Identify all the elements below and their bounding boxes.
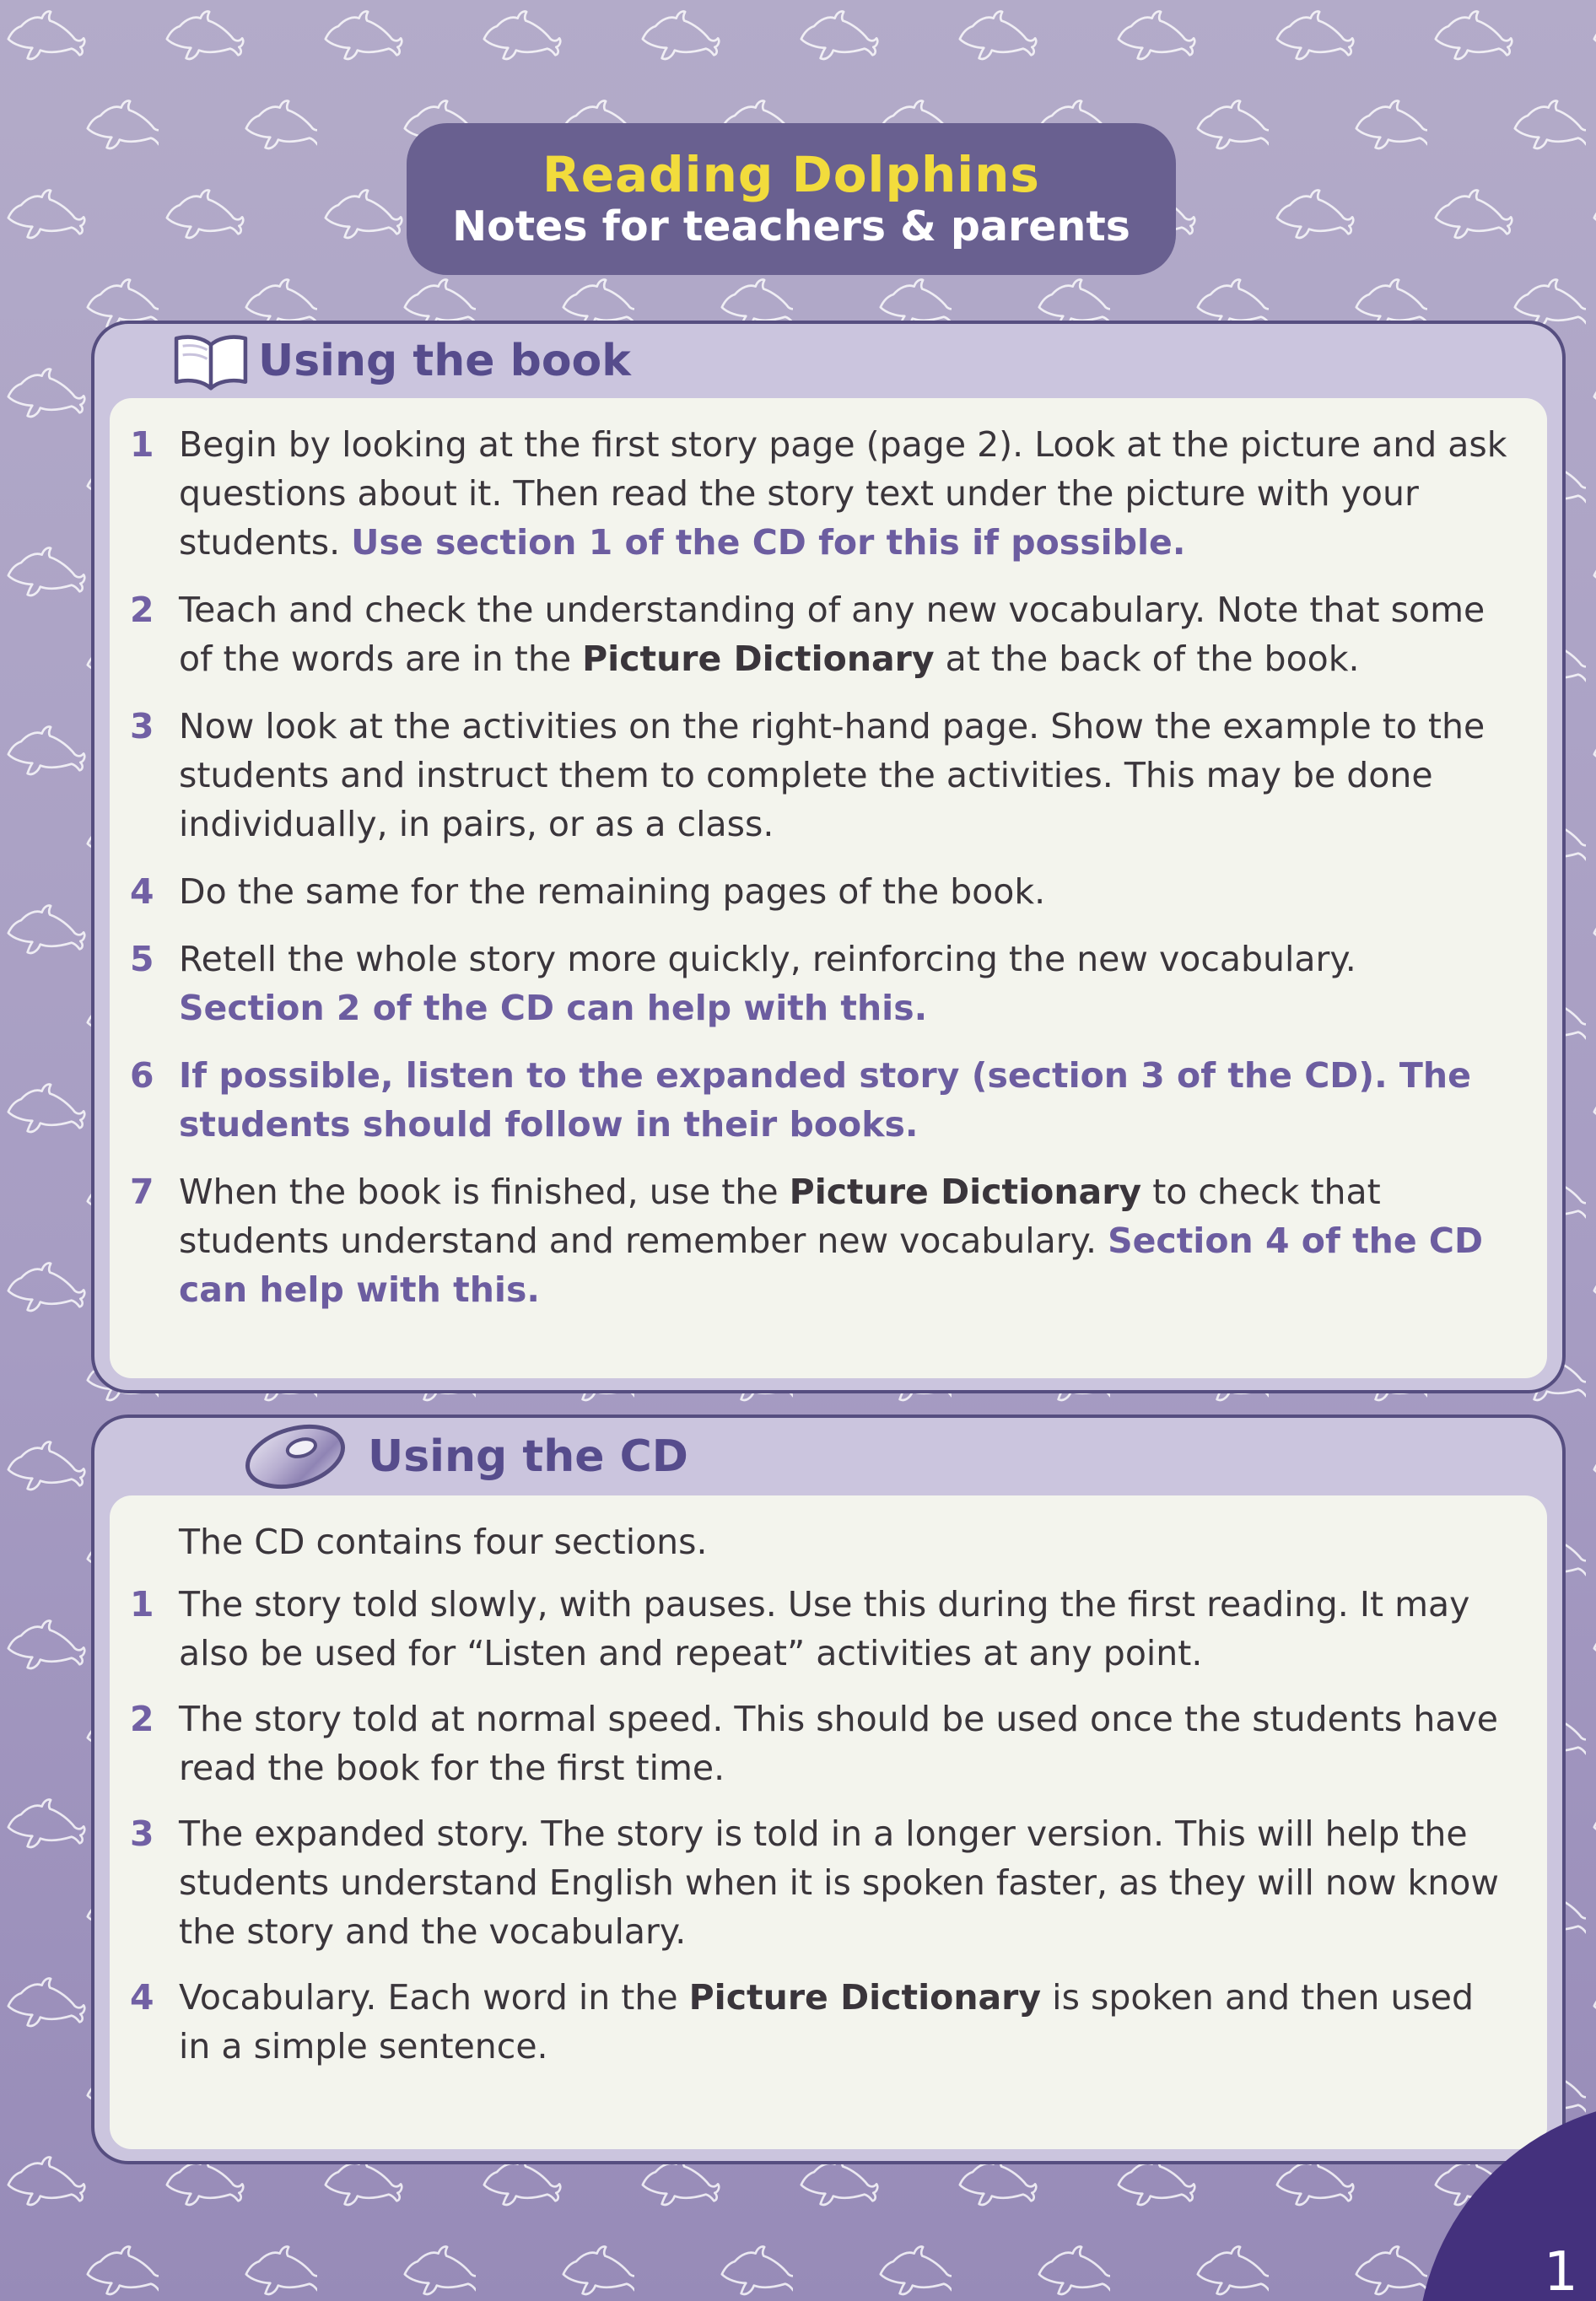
- cd-section-3: [130, 1809, 1508, 1956]
- cd-section-1: [130, 1580, 1508, 1678]
- using-the-cd-steps: [130, 1580, 1508, 2071]
- step-number: 3: [130, 1813, 154, 1854]
- cd-icon: [240, 1418, 351, 1495]
- title-banner: [407, 123, 1176, 275]
- book-step-4: [130, 867, 1508, 916]
- step-number: 3: [130, 706, 154, 746]
- book-step-5: [130, 935, 1508, 1032]
- step-number: 2: [130, 1699, 154, 1739]
- book-step-7: [130, 1167, 1508, 1314]
- using-the-book-steps: [130, 420, 1508, 1314]
- step-text: Teach and check the understanding of any new vocabulary. Note that some of the words are in the Picture Dictionary at the back of the book.: [179, 590, 1485, 679]
- step-text: The story told slowly, with pauses. Use this during the first reading. It may also be used for “Listen and repeat” activities at any point.: [179, 1584, 1470, 1673]
- step-number: 7: [130, 1172, 154, 1212]
- book-step-1: [130, 420, 1508, 567]
- step-number: 1: [130, 1584, 154, 1625]
- using-the-book-panel: [91, 321, 1566, 1393]
- step-text: The expanded story. The story is told in a longer version. This will help the students understand English when it is spoken faster, as they will now know the story and the vocabulary.: [179, 1813, 1499, 1952]
- cd-section-2: [130, 1695, 1508, 1792]
- step-text: If possible, listen to the expanded story (section 3 of the CD). The students should follow in their books.: [179, 1055, 1471, 1145]
- step-text: The story told at normal speed. This should be used once the students have read the book for the first time.: [179, 1699, 1498, 1788]
- book-step-2: [130, 585, 1508, 683]
- step-number: 5: [130, 939, 154, 979]
- series-title: Reading Dolphins: [542, 146, 1040, 204]
- step-number: 1: [130, 424, 154, 465]
- cd-intro-text: The CD contains four sections.: [179, 1522, 708, 1562]
- step-text: Retell the whole story more quickly, reinforcing the new vocabulary. Section 2 of the CD can help with this.: [179, 939, 1356, 1028]
- using-the-book-heading: [94, 324, 1562, 398]
- step-text: Now look at the activities on the right-hand page. Show the example to the students and instruct them to complete the activities. This may be done individually, in pairs, or as a class.: [179, 706, 1485, 844]
- book-icon: [169, 333, 253, 392]
- cd-section-4: [130, 1973, 1508, 2071]
- using-the-cd-heading: [94, 1418, 1562, 1495]
- using-the-cd-panel: [91, 1415, 1566, 2164]
- book-step-3: [130, 702, 1508, 849]
- step-text: When the book is finished, use the Picture Dictionary to check that students understand and remember new vocabulary. Section 4 of the CD can help with this.: [179, 1172, 1484, 1310]
- book-step-6: [130, 1051, 1508, 1149]
- step-number: 4: [130, 871, 154, 912]
- section-title-using-book: Using the book: [258, 336, 631, 386]
- step-text: Vocabulary. Each word in the Picture Dictionary is spoken and then used in a simple sentence.: [179, 1977, 1475, 2067]
- page-number: 1: [1544, 2241, 1578, 2301]
- page-subtitle: Notes for teachers & parents: [452, 202, 1130, 251]
- step-text: Begin by looking at the first story page (page 2). Look at the picture and ask questions about it. Then read the story text under the picture with your students. Use section 1 of the CD for this if possible.: [179, 424, 1507, 563]
- step-number: 4: [130, 1977, 154, 2018]
- using-the-cd-body: [110, 1495, 1547, 2149]
- step-number: 6: [130, 1055, 154, 1096]
- step-number: 2: [130, 590, 154, 630]
- step-text: Do the same for the remaining pages of the book.: [179, 871, 1046, 912]
- using-the-book-body: [110, 398, 1547, 1378]
- section-title-using-cd: Using the CD: [368, 1431, 688, 1482]
